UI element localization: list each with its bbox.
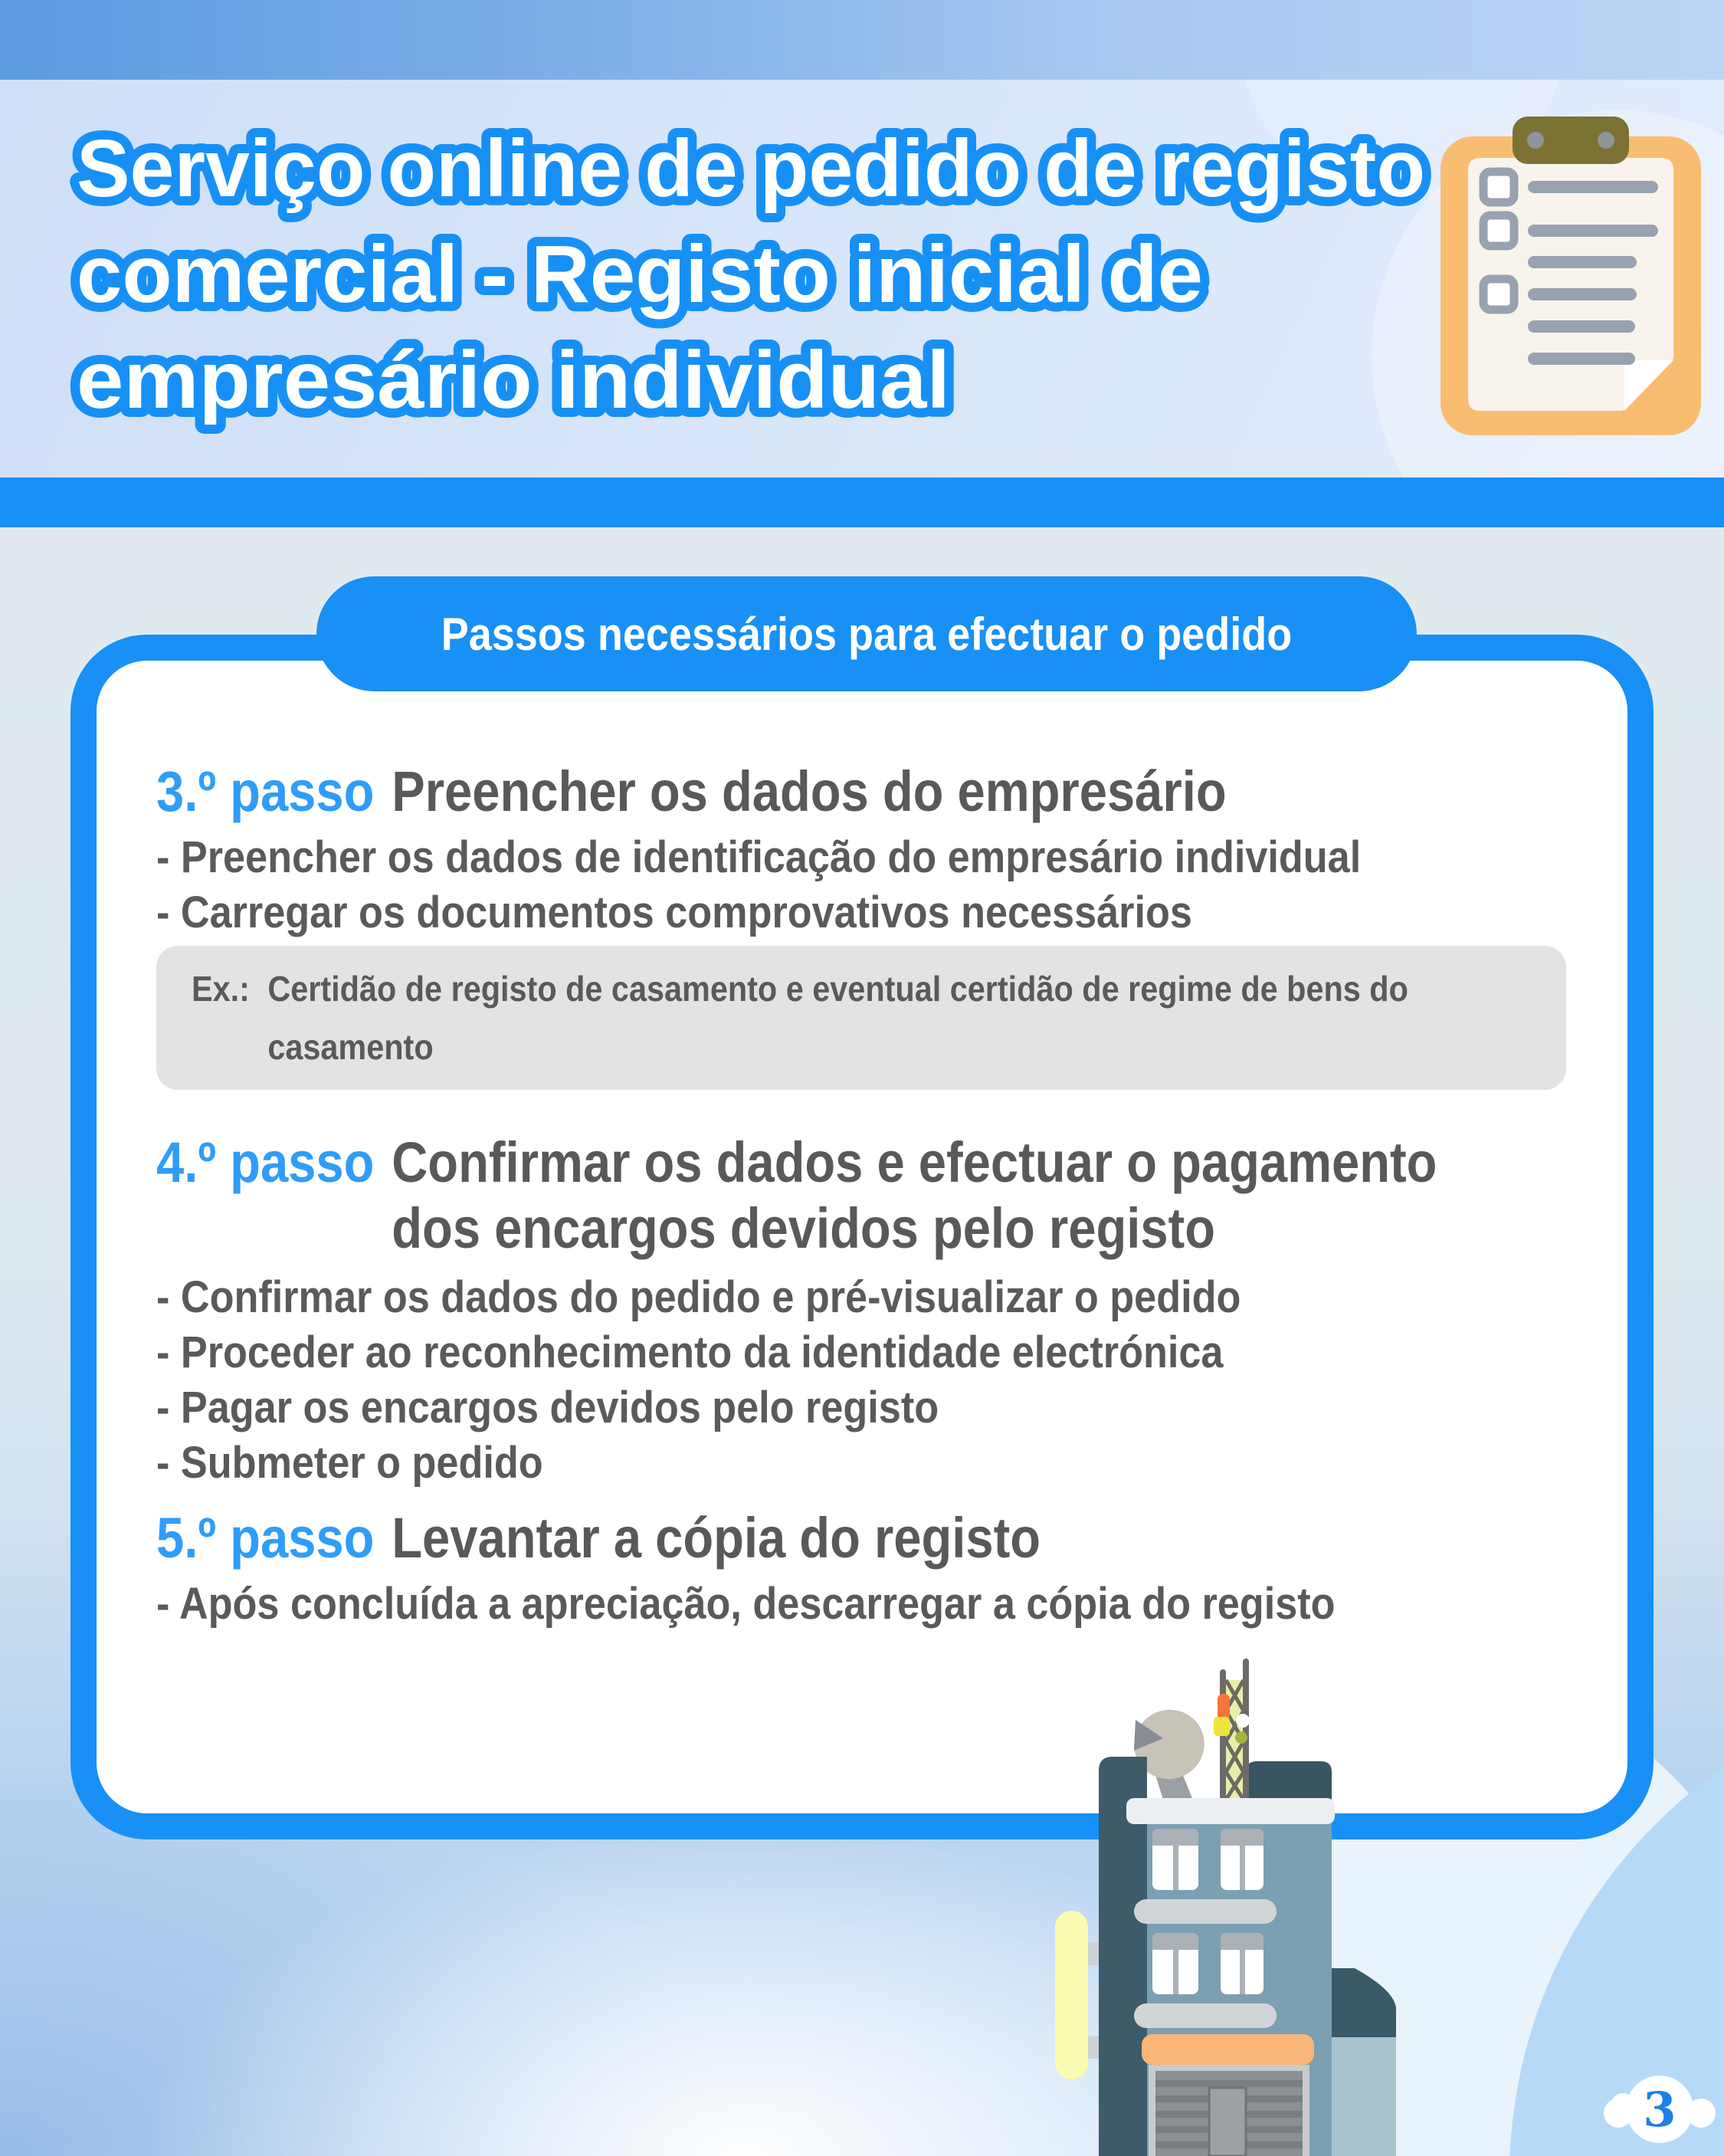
step-5-title-line1: Levantar a cópia do registo	[392, 1506, 1041, 1570]
awning	[1142, 2034, 1314, 2065]
page-title-line-2: comercial - Registo inicial de	[77, 229, 1204, 320]
bullet-item: - Confirmar os dados do pedido e pré-visualizar o pedido	[156, 1272, 1241, 1322]
page-number: 3	[1643, 2081, 1676, 2138]
example-label: Ex.:	[192, 969, 250, 1009]
step-4-label: 4.º passo	[156, 1131, 375, 1194]
step-4-title-line1: Confirmar os dados e efectuar o pagamento	[392, 1131, 1437, 1194]
garage-door	[1149, 2065, 1309, 2156]
bullet-item: - Após concluída a apreciação, descarregar a cópia do registo	[156, 1579, 1336, 1629]
step-3-title-line1: Preencher os dados do empresário	[392, 760, 1227, 823]
example-text-line1: Certidão de registo de casamento e eventual certidão de regime de bens do	[267, 969, 1408, 1009]
page-title-line-3: empresário individual	[77, 335, 950, 425]
cloud-page-badge	[1578, 2062, 1724, 2156]
building-sign	[1055, 1911, 1088, 2079]
roof-band	[1126, 1798, 1335, 1824]
bullet-item: - Submeter o pedido	[156, 1438, 543, 1488]
step-3-section	[156, 759, 1604, 1090]
bullet-item: - Proceder ao reconhecimento da identidade electrónica	[156, 1327, 1224, 1377]
example-box	[156, 946, 1566, 1090]
bullet-item: - Pagar os encargos devidos pelo registo	[156, 1383, 939, 1432]
top-strip	[0, 0, 1724, 80]
step-3-label: 3.º passo	[156, 760, 375, 823]
step-4-title-line2: dos encargos devidos pelo registo	[392, 1196, 1216, 1260]
rooftop-unit	[1246, 1761, 1332, 1800]
antenna-tower-icon	[1214, 1659, 1250, 1800]
step-4-bullets	[156, 1272, 1604, 1488]
example-text-line2: casamento	[267, 1027, 434, 1067]
step-5-section	[156, 1505, 1604, 1629]
bullet-item: - Carregar os documentos comprovativos necessários	[156, 888, 1192, 937]
bullet-item: - Preencher os dados de identificação do empresário individual	[156, 832, 1362, 882]
section-pill	[316, 576, 1417, 691]
page-title	[46, 90, 1502, 489]
office-building-illustration	[1050, 1646, 1586, 2156]
step-4-section	[156, 1130, 1604, 1488]
clipboard-checklist-icon	[1439, 113, 1703, 438]
page-title-line-1: Serviço online de pedido de registo	[77, 123, 1425, 214]
section-pill-label: Passos necessários para efectuar o pedido	[441, 608, 1293, 660]
step-5-bullets	[156, 1579, 1604, 1629]
step-3-bullets	[156, 832, 1604, 938]
annex-roof	[1332, 1968, 1396, 2037]
steps-card-content	[156, 661, 1604, 1634]
step-5-label: 5.º passo	[156, 1506, 375, 1570]
